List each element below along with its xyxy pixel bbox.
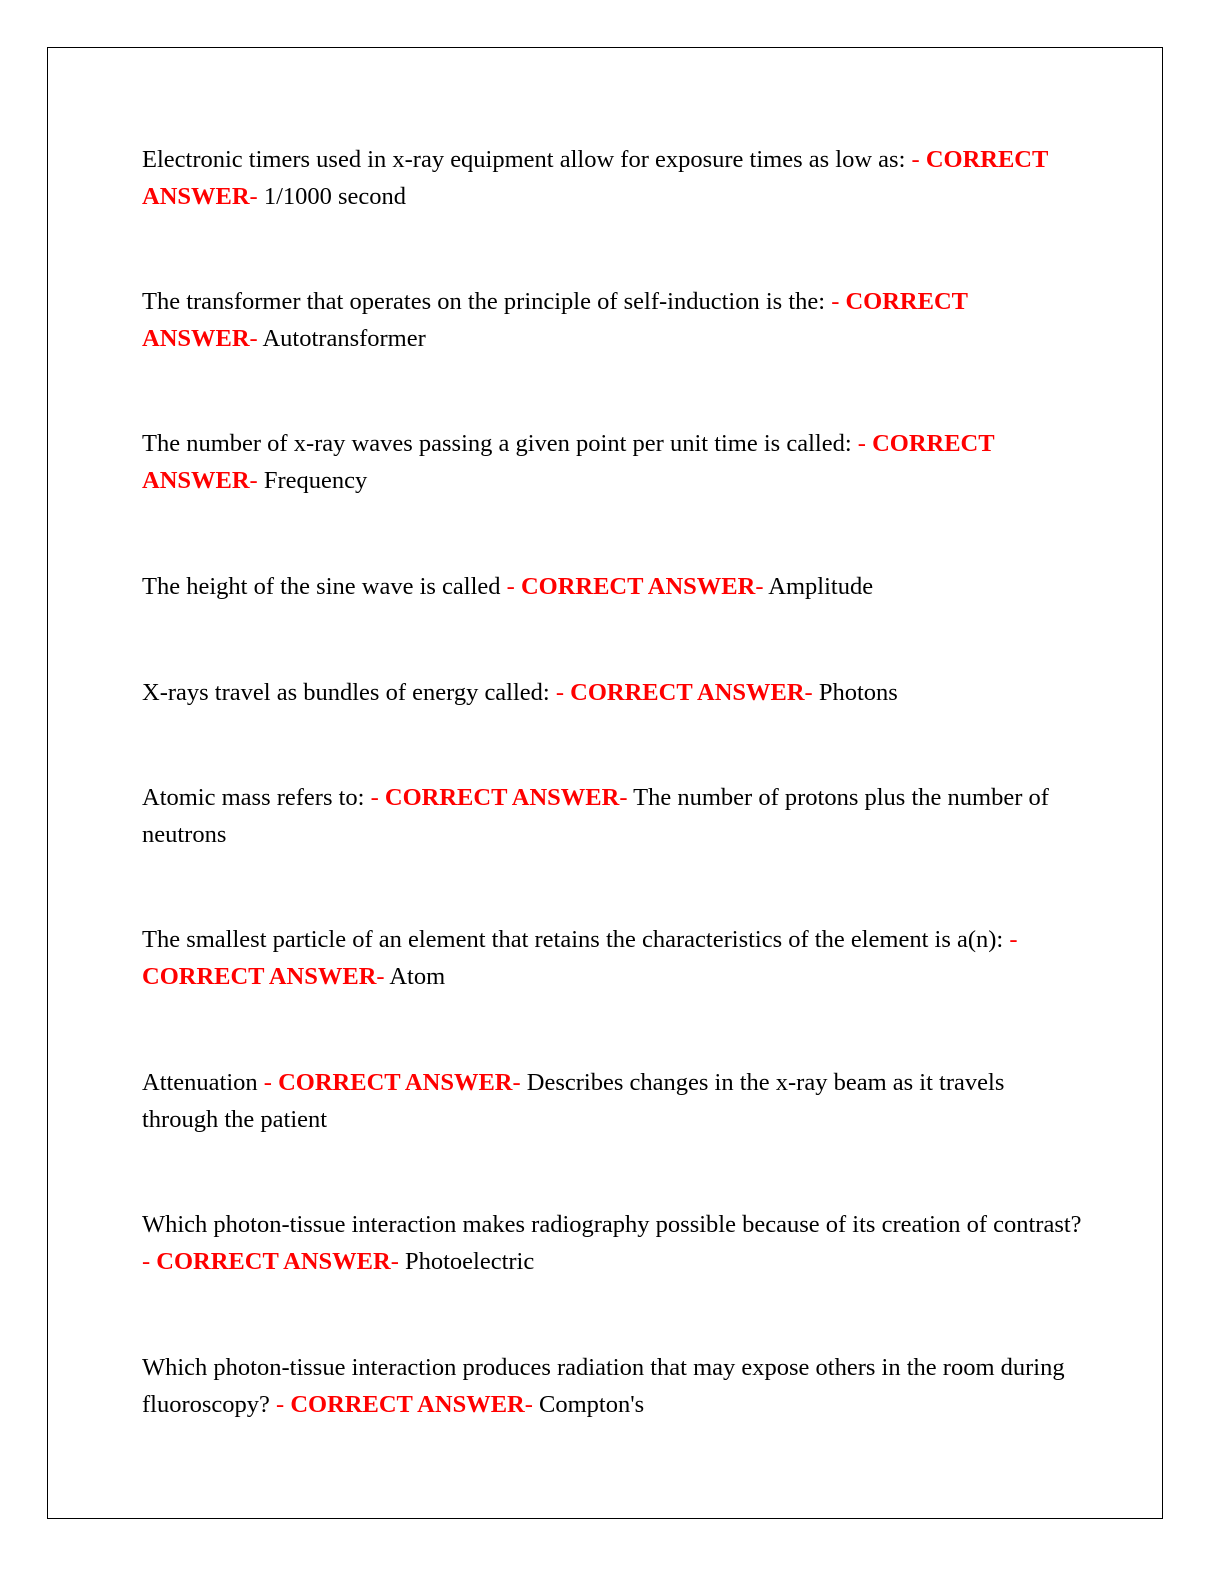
correct-answer-label: CORRECT ANSWER	[384, 784, 620, 811]
answer-text: Photoelectric	[404, 1248, 535, 1275]
question-text: Electronic timers used in x-ray equipment allow for exposure times as low as:	[142, 146, 906, 173]
answer-separator-prefix: -	[831, 288, 846, 315]
qa-item	[142, 921, 1082, 995]
correct-answer-label: CORRECT ANSWER	[142, 146, 1048, 210]
qa-item	[142, 1349, 1082, 1423]
answer-separator-prefix: -	[142, 1248, 157, 1275]
question-text: X-rays travel as bundles of energy called:	[142, 679, 550, 706]
answer-text: Autotransformer	[262, 325, 426, 352]
answer-separator-prefix: -	[555, 679, 571, 706]
answer-text: The number of protons plus the number of neutrons	[142, 784, 1049, 848]
correct-answer-label: CORRECT ANSWER	[570, 679, 805, 706]
answer-separator-prefix: -	[370, 784, 385, 811]
answer-text: 1/1000 second	[263, 183, 407, 210]
qa-item	[142, 141, 1082, 215]
qa-item	[142, 779, 1082, 853]
answer-separator-suffix: -	[512, 1069, 527, 1096]
qa-item	[142, 674, 1082, 711]
question-text: Attenuation	[142, 1069, 258, 1096]
answer-text: Describes changes in the x-ray beam as it travels through the patient	[142, 1069, 1005, 1133]
correct-answer-label: CORRECT ANSWER	[278, 1069, 513, 1096]
answer-separator-suffix: -	[376, 963, 390, 990]
correct-answer-label: CORRECT ANSWER	[520, 573, 756, 600]
answer-text: Atom	[389, 963, 446, 990]
correct-answer-label: CORRECT ANSWER	[156, 1248, 391, 1275]
correct-answer-label: CORRECT ANSWER	[142, 430, 995, 494]
question-text: Which photon-tissue interaction makes radiography possible because of its creation of contrast?	[142, 1211, 1082, 1238]
qa-item	[142, 1206, 1082, 1280]
question-text: The transformer that operates on the principle of self-induction is the:	[142, 288, 826, 315]
question-text: Which photon-tissue interaction produces radiation that may expose others in the room during fluoroscopy?	[142, 1354, 1065, 1418]
question-text: The number of x-ray waves passing a given point per unit time is called:	[142, 430, 852, 457]
answer-separator-prefix: -	[857, 430, 873, 457]
answer-text: Amplitude	[768, 573, 874, 600]
answer-separator-prefix: -	[276, 1391, 291, 1418]
correct-answer-label: CORRECT ANSWER	[290, 1391, 525, 1418]
question-text: Atomic mass refers to:	[142, 784, 365, 811]
qa-item	[142, 568, 1082, 605]
answer-text: Photons	[818, 679, 898, 706]
answer-separator-prefix: -	[1009, 926, 1018, 953]
answer-separator-suffix: -	[524, 1391, 540, 1418]
answer-separator-suffix: -	[804, 679, 819, 706]
answer-separator-suffix: -	[390, 1248, 405, 1275]
answer-separator-suffix: -	[249, 325, 263, 352]
answer-separator-prefix: -	[506, 573, 521, 600]
correct-answer-label: CORRECT ANSWER	[142, 288, 968, 352]
answer-separator-suffix: -	[755, 573, 769, 600]
qa-item	[142, 283, 1082, 357]
answer-separator-suffix: -	[249, 183, 264, 210]
answer-text: Compton's	[539, 1391, 645, 1418]
answer-separator-suffix: -	[619, 784, 634, 811]
qa-item	[142, 1064, 1082, 1138]
question-text: The smallest particle of an element that retains the characteristics of the element is a(n):	[142, 926, 1004, 953]
correct-answer-label: CORRECT ANSWER	[142, 963, 377, 990]
question-text: The height of the sine wave is called	[142, 573, 501, 600]
answer-separator-prefix: -	[263, 1069, 279, 1096]
answer-text: Frequency	[263, 467, 368, 494]
answer-separator-suffix: -	[249, 467, 264, 494]
qa-item	[142, 425, 1082, 499]
answer-separator-prefix: -	[911, 146, 926, 173]
